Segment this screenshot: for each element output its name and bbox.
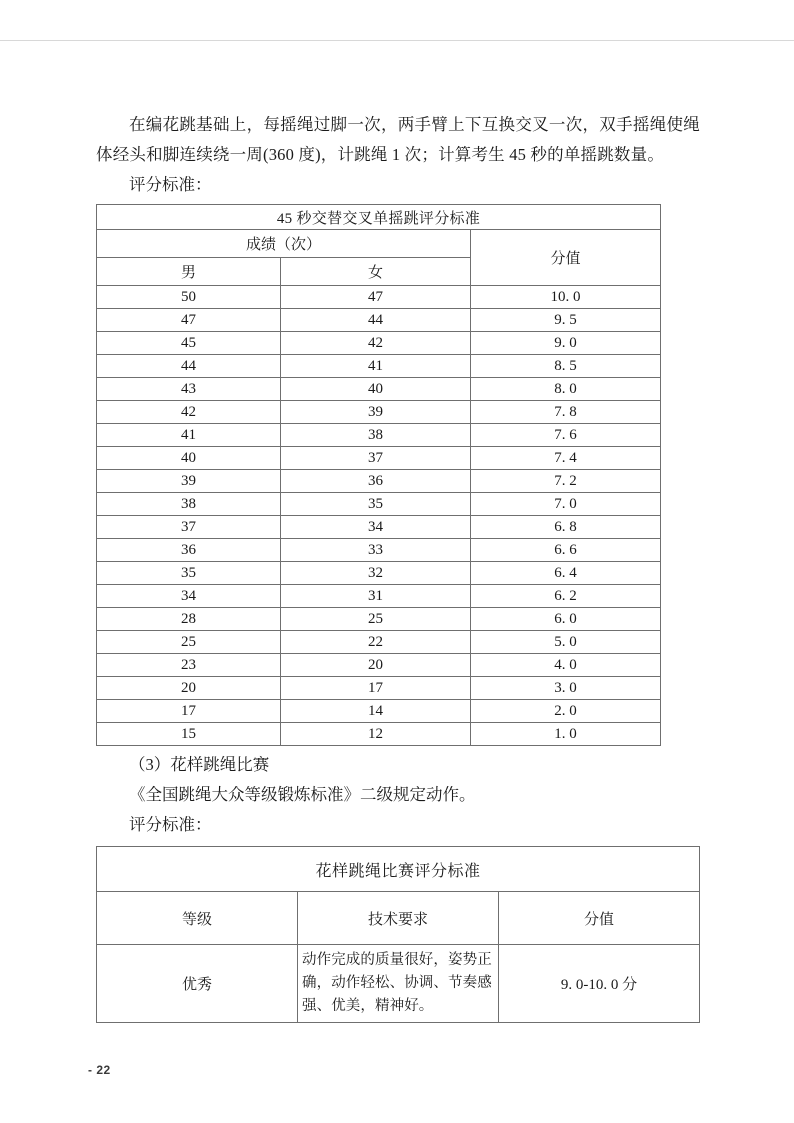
table-row <box>97 700 661 723</box>
criteria-table-header-row <box>97 892 700 945</box>
score-cell-male: 45 <box>97 332 281 355</box>
intro-paragraph: 在编花跳基础上，每摇绳过脚一次，两手臂上下互换交叉一次，双手摇绳使绳体经头和脚连续绕一周(360 度)，计跳绳 1 次；计算考生 45 秒的单摇跳数量。 <box>96 115 700 164</box>
table-row <box>97 355 661 378</box>
table-row <box>97 654 661 677</box>
score-cell-score: 7. 4 <box>471 447 661 470</box>
score-cell-score: 6. 6 <box>471 539 661 562</box>
score-cell-score: 6. 2 <box>471 585 661 608</box>
score-table <box>96 204 661 746</box>
score-cell-male: 42 <box>97 401 281 424</box>
table-row <box>97 470 661 493</box>
table-row <box>97 424 661 447</box>
score-cell-female: 31 <box>281 585 471 608</box>
score-table-group-header: 成绩（次） <box>97 230 471 258</box>
score-cell-female: 25 <box>281 608 471 631</box>
score-cell-female: 47 <box>281 286 471 309</box>
table-row <box>97 286 661 309</box>
score-cell-male: 25 <box>97 631 281 654</box>
criteria-table-label: 评分标准： <box>129 815 212 834</box>
score-cell-score: 5. 0 <box>471 631 661 654</box>
score-cell-female: 34 <box>281 516 471 539</box>
table-row <box>97 332 661 355</box>
table-row <box>97 401 661 424</box>
score-cell-female: 42 <box>281 332 471 355</box>
table-row <box>97 493 661 516</box>
score-cell-male: 37 <box>97 516 281 539</box>
table-row <box>97 677 661 700</box>
score-cell-male: 38 <box>97 493 281 516</box>
score-cell-female: 38 <box>281 424 471 447</box>
criteria-header-value: 分值 <box>499 892 700 945</box>
score-cell-score: 7. 6 <box>471 424 661 447</box>
score-cell-female: 20 <box>281 654 471 677</box>
page-content <box>96 110 700 1023</box>
table-row <box>97 539 661 562</box>
table-row <box>97 562 661 585</box>
score-cell-score: 7. 8 <box>471 401 661 424</box>
table-row <box>97 945 700 1023</box>
table-row <box>97 516 661 539</box>
score-cell-female: 22 <box>281 631 471 654</box>
criteria-header-level: 等级 <box>97 892 298 945</box>
score-cell-female: 33 <box>281 539 471 562</box>
score-cell-female: 40 <box>281 378 471 401</box>
section3-heading: （3）花样跳绳比赛 <box>129 755 270 774</box>
score-table-female-header: 女 <box>281 258 471 286</box>
table-row <box>97 447 661 470</box>
score-cell-score: 8. 0 <box>471 378 661 401</box>
score-cell-female: 41 <box>281 355 471 378</box>
score-cell-male: 17 <box>97 700 281 723</box>
score-cell-male: 35 <box>97 562 281 585</box>
score-table-group-row <box>97 230 661 258</box>
score-cell-score: 9. 0 <box>471 332 661 355</box>
score-cell-male: 43 <box>97 378 281 401</box>
score-table-title: 45 秒交替交叉单摇跳评分标准 <box>97 205 661 230</box>
score-cell-score: 1. 0 <box>471 723 661 746</box>
criteria-table-title: 花样跳绳比赛评分标准 <box>97 847 700 892</box>
score-table-value-header: 分值 <box>471 230 661 286</box>
score-cell-score: 6. 4 <box>471 562 661 585</box>
score-cell-score: 6. 8 <box>471 516 661 539</box>
score-cell-score: 2. 0 <box>471 700 661 723</box>
score-cell-female: 37 <box>281 447 471 470</box>
score-table-male-header: 男 <box>97 258 281 286</box>
score-cell-score: 7. 0 <box>471 493 661 516</box>
score-cell-female: 17 <box>281 677 471 700</box>
score-cell-male: 41 <box>97 424 281 447</box>
criteria-table <box>96 846 700 1023</box>
table-row <box>97 608 661 631</box>
criteria-cell-level: 优秀 <box>97 945 298 1023</box>
score-cell-score: 6. 0 <box>471 608 661 631</box>
score-cell-score: 7. 2 <box>471 470 661 493</box>
score-cell-score: 3. 0 <box>471 677 661 700</box>
header-rule <box>0 40 794 41</box>
score-criteria-label: 评分标准： <box>129 175 212 194</box>
score-table-body <box>97 286 661 746</box>
score-cell-male: 40 <box>97 447 281 470</box>
score-cell-male: 15 <box>97 723 281 746</box>
table-row <box>97 378 661 401</box>
score-cell-score: 8. 5 <box>471 355 661 378</box>
score-cell-female: 44 <box>281 309 471 332</box>
score-cell-female: 32 <box>281 562 471 585</box>
score-cell-male: 36 <box>97 539 281 562</box>
score-cell-score: 4. 0 <box>471 654 661 677</box>
section3-standard-reference: 《全国跳绳大众等级锻炼标准》二级规定动作。 <box>129 785 476 804</box>
score-cell-female: 12 <box>281 723 471 746</box>
score-cell-score: 10. 0 <box>471 286 661 309</box>
table-row <box>97 585 661 608</box>
table-row <box>97 723 661 746</box>
score-cell-female: 14 <box>281 700 471 723</box>
score-cell-male: 39 <box>97 470 281 493</box>
score-cell-score: 9. 5 <box>471 309 661 332</box>
criteria-header-requirement: 技术要求 <box>298 892 499 945</box>
criteria-cell-value: 9. 0-10. 0 分 <box>499 945 700 1023</box>
criteria-table-title-row <box>97 847 700 892</box>
score-cell-male: 23 <box>97 654 281 677</box>
score-table-title-row <box>97 205 661 230</box>
score-cell-male: 50 <box>97 286 281 309</box>
criteria-table-body <box>97 945 700 1023</box>
criteria-cell-requirement: 动作完成的质量很好，姿势正确，动作轻松、协调、节奏感强、优美，精神好。 <box>298 945 499 1023</box>
table-row <box>97 631 661 654</box>
score-cell-female: 36 <box>281 470 471 493</box>
score-cell-male: 47 <box>97 309 281 332</box>
score-cell-male: 44 <box>97 355 281 378</box>
score-cell-male: 34 <box>97 585 281 608</box>
score-cell-female: 39 <box>281 401 471 424</box>
score-cell-male: 20 <box>97 677 281 700</box>
score-cell-male: 28 <box>97 608 281 631</box>
score-cell-female: 35 <box>281 493 471 516</box>
table-row <box>97 309 661 332</box>
page-number: - 22 <box>88 1063 111 1077</box>
